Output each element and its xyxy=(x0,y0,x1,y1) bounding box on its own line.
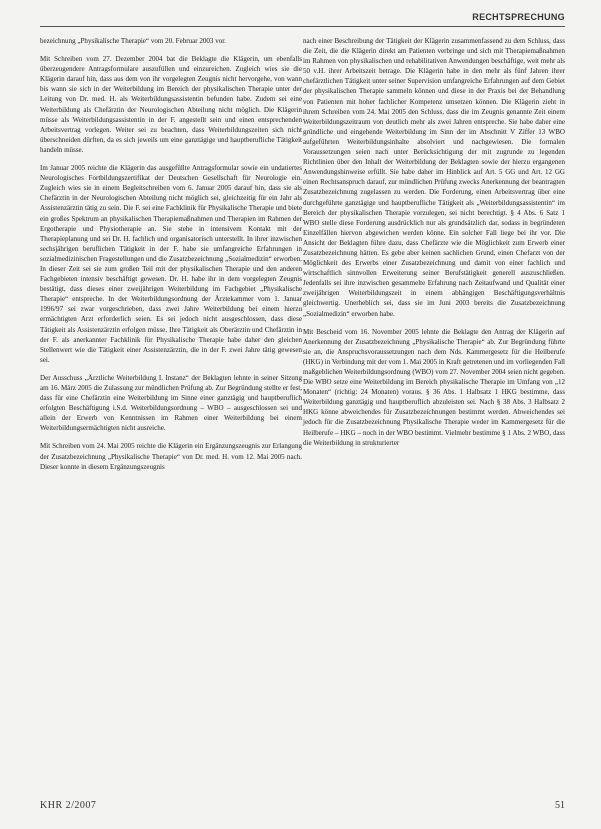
page-number: 51 xyxy=(555,800,565,811)
paragraph: Mit Schreiben vom 24. Mai 2005 reichte die Klägerin ein Ergänzungszeugnis zur Erlangung der Zusatzbezeichnung „Physikalische Therapie“ von Dr. med. H. vom 12. Mai 2005 nach. Dieser konnte in diesem Ergänzungszeugnis xyxy=(40,442,302,471)
paragraph: nach einer Beschreibung der Tätigkeit der Klägerin zusammenfassend zu dem Schluss, dass die Zeit, die die Klägerin direkt am Patienten verbringe und sich mit Therapiemaßnahmen im Rahmen von physikalischen und rehabilitativen Anwendungen beschäftige, weit mehr als 50 v.H. ihrer Arbeitszeit betrage. Die Klägerin habe in den mehr als fünf Jahren ihrer chefärztlichen Tätigkeit unter seiner Supervision umfangreiche Erfahrungen auf dem Gebiet der physikalischen Therapie sammeln können und diese in der Praxis bei der Behandlung von Patienten mit hoher fachlicher Kompetenz umsetzen können. Die Klägerin zieht in ihrem Schreiben vom 24. Mai 2005 den Schluss, dass die im Zeugnis genannte Zeit einem Weiterbildungszeitraum von deutlich mehr als zwei Jahren entspreche. Sie habe daher eine gründliche und eingehende Weiterbildung im Sinn der im Abschnitt V Ziffer 13 WBO aufgeführten Weiterbildungsinhalte absolviert und nachgewiesen. Die formalen Voraussetzungen seien nach unter Berücksichtigung der mit zugrunde zu legenden Richtlinien über den Inhalt der Weiterbildung der Beklagten sowie der hierzu ergangenen Anwendungshinweise erfüllt. Sie habe daher im Hinblick auf Art. 5 GG und Art. 12 GG einen Rechtsanspruch darauf, zur mündlichen Prüfung zwecks Anerkennung der beantragten Zusatzbezeichnung zugelassen zu werden. Die Forderung, einen Arbeitsvertrag über eine durchgeführte ganztägige und hauptberufliche Tätigkeit als „Weiterbildungsassistentin“ im Bereich der physikalischen Therapie vorzulegen, sei nicht berechtigt. § 4 Abs. 6 Satz 1 WBO stelle diese Forderung ausdrücklich nur als grundsätzlich dar, sodass in begründeten Einzelfällen hiervon abgewichen werden könne. Ein solcher Fall liege bei ihr vor. Die Ansicht der Beklagten führe dazu, dass Chefärzte wie die Möglichkeit zum Erwerb einer Zusatzbezeichnung hätten. Es gebe aber keinen sachlichen Grund, einen Chefarzt von der Möglichkeit des Erwerbs einer Zusatzbezeichnung und damit von einer fachlich und wirtschaftlich sinnvollen Erweiterung seiner Berufstätigkeit generell auszuschließen. Jedenfalls sei ihre inzwischen gesammelte Erfahrung nach Zeitaufwand und Qualität einer zweijährigen Weiterbildungszeit in einem abhängigen Beschäftigungsverhältnis gleichwertig. Unerheblich sei, dass sie im Juni 2003 bereits die Zusatzbezeichnung „Sozialmedizin“ erworben habe. xyxy=(303,37,565,318)
header-rule xyxy=(40,26,565,27)
section-label: RECHTSPRECHUNG xyxy=(472,12,565,22)
right-column xyxy=(303,36,565,456)
paragraph: Im Januar 2005 reichte die Klägerin das ausgefüllte Antragsformular sowie ein undatiertes Neurologisches Fortbildungszertifikat der Deutschen Gesellschaft für Neurologie ein. Zugleich wies sie in einem Begleitschreiben vom 6. Januar 2005 darauf hin, dass sie als Chefärztin in der Neurologischen Abteilung nicht möglich sei, gleichzeitig für ein Jahr als Assistenzärztin tätig zu sein. Die F. sei eine Fachklinik für Physikalische Therapie und biete ein großes Spektrum an physikalischen Therapiemaßnahmen und Therapien im Rahmen der Ergotherapie und Physiotherapie an. Sie stehe in intensivem Kontakt mit der Therapieplanung und sei Dr. H. fachlich und organisatorisch unterstellt. In ihrer inzwischen sechsjährigen beruflichen Tätigkeit in der F. habe sie umfangreiche Erfahrungen in sozialmedizinischen Fragestellungen und die Zusatzbezeichnung „Sozialmedizin“ erworben. In dieser Zeit sei sie zum großen Teil mit der physikalischen Therapie und den anderen Fachgebieten intensiv beschäftigt gewesen. Dr. H. habe ihr in dem vorgelegten Zeugnis bestätigt, dass dieses einer zweijährigen Weiterbildung im Fachgebiet „Physikalische Therapie“ entspreche. In der Weiterbildungsordnung der Ärztekammer vom 1. Januar 1996/97 sei zwar vorgeschrieben, dass zwei Jahre Weiterbildung bei einem hierzu ermächtigten Arzt erforderlich seien. Es sei jedoch nicht ausgeschlossen, dass diese Tätigkeit als Assistenzärztin erfolgen müsse. Ihre Tätigkeit als Oberärztin und Chefärztin in der F. als anerkannter Fachklinik für Physikalische Therapie habe daher den gleichen Stellenwert wie die Tätigkeit einer Assistenzärztin, die in der F. zwei Jahre tätig gewesen sei. xyxy=(40,164,302,364)
journal-issue: KHR 2/2007 xyxy=(40,800,97,811)
paragraph: Mit Schreiben vom 27. Dezember 2004 bat die Beklagte die Klägerin, um ebenfalls überzeugendere Antragsformulare auszufüllen und einzureichen. Zugleich wies sie die Klägerin darauf hin, dass aus dem von ihr vorgelegten Zeugnis nicht hervorgehe, von wann bis wann sie sich in der Weiterbildung im Bereich der physikalischen Therapie unter der Leitung von Dr. med. H. als Weiterbildungsassistentin befunden habe. Zudem sei eine Weiterbildung als Chefärztin der Neurologischen Abteilung nicht möglich. Die Klägerin müsse als Weiterbildungsassistentin in der F. angestellt sein und einen entsprechenden Arbeitsvertrag vorlegen. Weiter sei zu beachten, dass Weiterbildungszeiten sich nicht überschneiden dürften, da es sich jeweils um eine ganztägige und hauptberufliche Tätigkeit handeln müsse. xyxy=(40,55,302,154)
left-column xyxy=(40,36,302,480)
paragraph: Der Ausschuss „Ärztliche Weiterbildung I. Instanz“ der Beklagten lehnte in seiner Sitzung am 16. März 2005 die Zulassung zur mündlichen Prüfung ab. Zur Begründung stellte er fest, dass für eine Chefärztin eine Weiterbildung im Sinne einer ganztägig und hauptberuflich erfolgten Beschäftigung i.S.d. Weiterbildungsordnung – WBO – ausgeschlossen sei und allein der Erwerb von Kenntnissen im Rahmen einer Weiterbildung bei einem Weiterbildungsermächtigten nicht ausreiche. xyxy=(40,373,302,433)
paragraph: bezeichnung „Physikalische Therapie“ vom 20. Februar 2003 vor. xyxy=(40,37,226,45)
paragraph: Mit Bescheid vom 16. November 2005 lehnte die Beklagte den Antrag der Klägerin auf Anerkennung der Zusatzbezeichnung „Physikalische Therapie“ ab. Zur Begründung führte sie an, die Anspruchsvoraussetzungen nach dem Nds. Kammergesetz für die Heilberufe (HKG) in Verbindung mit der vom 1. Mai 2005 in Kraft getretenen und im vorliegenden Fall maßgeblichen Weiterbildungsordnung (WBO) vom 27. November 2004 seien nicht gegeben. Die WBO setze eine Weiterbildung im Bereich physikalische Therapie im Umfang von „12 Monaten“ (richtig: 24 Monaten) voraus. § 36 Abs. 1 Halbsatz 1 HKG bestimme, dass Weiterbildung ganztägig und hauptberuflich abzuleisten sei. Nach § 38 Abs. 3 Halbsatz 2 HKG könne abweichendes für Zusatzbezeichnungen bestimmt werden. Abweichendes sei jedoch für die Zusatzbezeichnung Physikalische Therapie weder im Kammergesetz für die Heilberufe – HKG – noch in der WBO bestimmt. Vielmehr bestimme § 1 Abs. 2 WBO, dass die Weiterbildung in strukturierter xyxy=(303,327,565,447)
